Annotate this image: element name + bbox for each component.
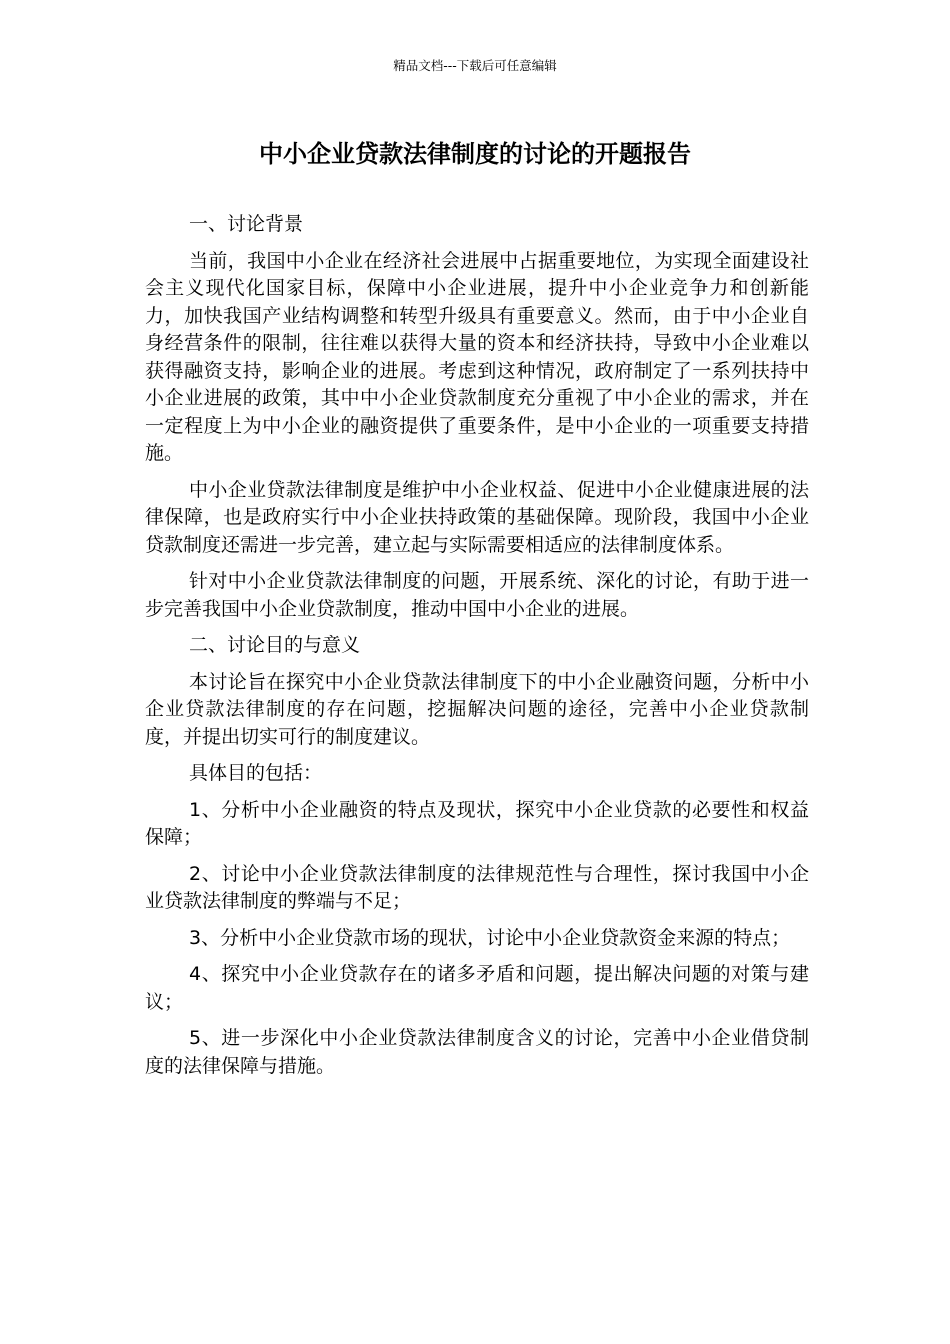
paragraph-background: 当前，我国中小企业在经济社会进展中占据重要地位，为实现全面建设社会主义现代化国家目标，保障中小企业进展，提升中小企业竞争力和创新能力，加快我国产业结构调整和转型升级具有重要意义。然而，由于中小企业自身经营条件的限制，往往难以获得大量的资本和经济扶持，导致中小企业难以获得融资支持，影响企业的进展。考虑到这种情况，政府制定了一系列扶持中小企业进展的政策，其中中小企业贷款制度充分重视了中小企业的需求，并在一定程度上为中小企业的融资提供了重要条件，是中小企业的一项重要支持措施。 [145,249,809,464]
section-heading-purpose: 二、讨论目的与意义 [189,634,361,656]
paragraph-legal-system: 中小企业贷款法律制度是维护中小企业权益、促进中小企业健康进展的法律保障，也是政府实行中小企业扶持政策的基础保障。现阶段，我国中小企业贷款制度还需进一步完善，建立起与实际需要相适应的法律制度体系。 [145,478,809,556]
list-item-1: 1、分析中小企业融资的特点及现状，探究中小企业贷款的必要性和权益保障； [145,798,809,848]
document-title: 中小企业贷款法律制度的讨论的开题报告 [259,140,691,168]
paragraph-research-help: 针对中小企业贷款法律制度的问题，开展系统、深化的讨论，有助于进一步完善我国中小企业贷款制度，推动中国中小企业的进展。 [145,570,809,620]
document-body [145,211,809,1089]
paragraph-purpose: 本讨论旨在探究中小企业贷款法律制度下的中小企业融资问题，分析中小企业贷款法律制度的存在问题，挖掘解决问题的途径，完善中小企业贷款制度，并提出切实可行的制度建议。 [145,670,809,748]
paragraph-specific-goals: 具体目的包括： [189,762,323,784]
list-item-5: 5、进一步深化中小企业贷款法律制度含义的讨论，完善中小企业借贷制度的法律保障与措施。 [145,1027,809,1077]
section-heading-background: 一、讨论背景 [189,213,304,235]
list-item-3: 3、分析中小企业贷款市场的现状，讨论中小企业贷款资金来源的特点； [189,926,791,949]
page-header: 精品文档---下载后可任意编辑 [393,58,557,73]
list-item-4: 4、探究中小企业贷款存在的诸多矛盾和问题，提出解决问题的对策与建议； [145,963,809,1013]
list-item-2: 2、讨论中小企业贷款法律制度的法律规范性与合理性，探讨我国中小企业贷款法律制度的弊端与不足； [145,862,809,912]
